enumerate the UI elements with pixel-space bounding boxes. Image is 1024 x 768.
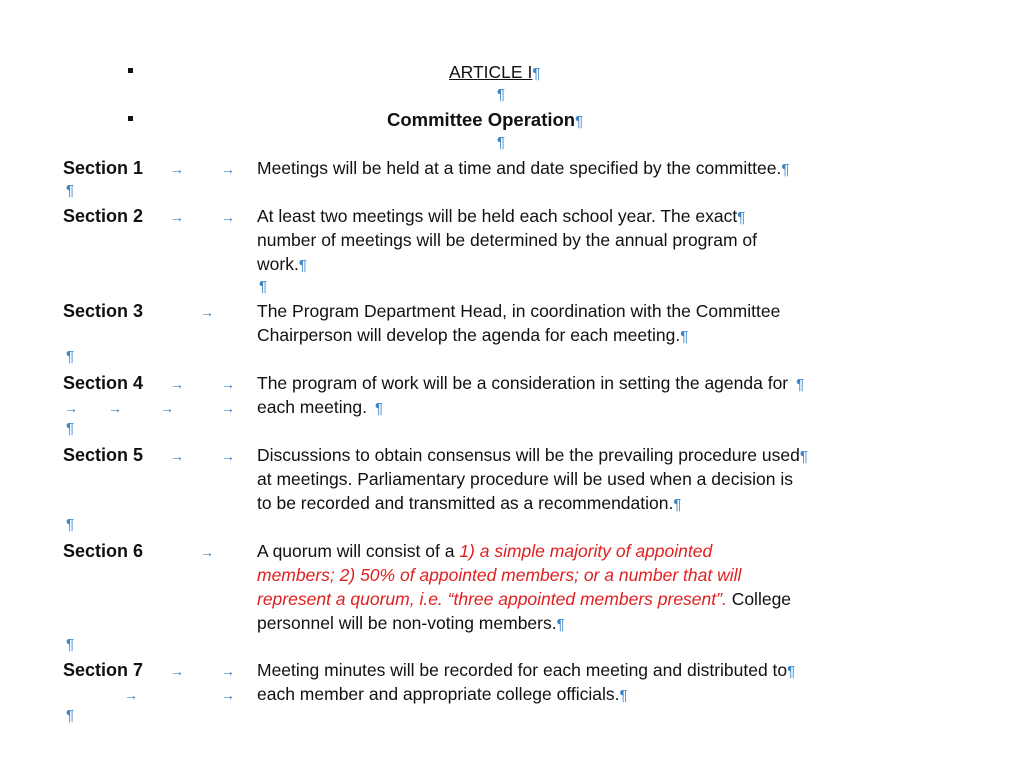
pilcrow-mark: ¶: [556, 616, 565, 633]
pilcrow-mark: ¶: [781, 161, 790, 178]
pilcrow-mark: ¶: [619, 687, 628, 704]
pilcrow-mark: ¶: [673, 496, 682, 513]
section-5-line-1: Discussions to obtain consensus will be the prevailing procedure used¶: [257, 445, 808, 465]
pilcrow-mark: ¶: [374, 400, 383, 417]
pilcrow-mark: ¶: [66, 182, 75, 199]
section-3-label: Section 3: [63, 301, 144, 321]
pilcrow-mark: ¶: [66, 420, 75, 437]
section-4-line-2: each meeting. ¶: [257, 397, 383, 417]
section-6-line-4: personnel will be non-voting members.¶: [257, 613, 565, 633]
tab-arrow-icon: →: [221, 400, 235, 416]
pilcrow-mark: ¶: [66, 516, 75, 533]
section-5-line-3: to be recorded and transmitted as a recommendation.¶: [257, 493, 682, 513]
pilcrow-mark: ¶: [497, 134, 506, 151]
section-7-line-1: Meeting minutes will be recorded for each meeting and distributed to¶: [257, 660, 796, 680]
tab-arrow-icon: →: [221, 161, 235, 177]
tab-arrow-icon: →: [108, 400, 122, 416]
section-6-line-2: members; 2) 50% of appointed members; or a number that will: [257, 565, 742, 585]
section-1-text: Meetings will be held at a time and date specified by the committee.¶: [257, 158, 790, 178]
article-title: ARTICLE I¶: [449, 62, 541, 82]
tab-arrow-icon: →: [160, 400, 174, 416]
pilcrow-mark: ¶: [575, 113, 584, 130]
tab-arrow-icon: →: [170, 209, 184, 225]
tab-arrow-icon: →: [64, 400, 78, 416]
section-4-label: Section 4: [63, 373, 144, 393]
pilcrow-mark: ¶: [737, 209, 746, 226]
bullet-marker: [128, 116, 133, 121]
pilcrow-mark: ¶: [298, 257, 307, 274]
tab-arrow-icon: →: [170, 663, 184, 679]
section-6-line-3: represent a quorum, i.e. “three appointed members present”. College: [257, 589, 792, 609]
pilcrow-mark: ¶: [787, 663, 796, 680]
tab-arrow-icon: →: [170, 376, 184, 392]
pilcrow-mark: ¶: [532, 65, 541, 82]
tab-arrow-icon: →: [221, 687, 235, 703]
tab-arrow-icon: →: [200, 304, 214, 320]
pilcrow-mark: ¶: [799, 448, 808, 465]
section-7-line-2: each member and appropriate college officials.¶: [257, 684, 628, 704]
pilcrow-mark: ¶: [66, 707, 75, 724]
tab-arrow-icon: →: [170, 161, 184, 177]
pilcrow-mark: ¶: [66, 348, 75, 365]
pilcrow-mark: ¶: [259, 278, 268, 295]
tab-arrow-icon: →: [221, 209, 235, 225]
tab-arrow-icon: →: [221, 663, 235, 679]
tab-arrow-icon: →: [200, 544, 214, 560]
section-4-line-1: The program of work will be a consideration in setting the agenda for ¶: [257, 373, 805, 393]
pilcrow-mark: ¶: [497, 86, 506, 103]
tab-arrow-icon: →: [124, 687, 138, 703]
pilcrow-mark: ¶: [66, 636, 75, 653]
section-2-line-2: number of meetings will be determined by the annual program of: [257, 230, 757, 250]
section-2-label: Section 2: [63, 206, 144, 226]
section-5-line-2: at meetings. Parliamentary procedure will be used when a decision is: [257, 469, 793, 489]
section-3-line-1: The Program Department Head, in coordination with the Committee: [257, 301, 781, 321]
section-5-label: Section 5: [63, 445, 144, 465]
section-6-line-1: A quorum will consist of a 1) a simple majority of appointed: [257, 541, 713, 561]
section-7-label: Section 7: [63, 660, 144, 680]
tab-arrow-icon: →: [170, 448, 184, 464]
tab-arrow-icon: →: [221, 376, 235, 392]
section-6-label: Section 6: [63, 541, 144, 561]
article-subtitle: Committee Operation¶: [387, 109, 584, 130]
pilcrow-mark: ¶: [796, 376, 805, 393]
section-2-line-1: At least two meetings will be held each school year. The exact¶: [257, 206, 746, 226]
section-3-line-2: Chairperson will develop the agenda for each meeting.¶: [257, 325, 689, 345]
tab-arrow-icon: →: [221, 448, 235, 464]
section-1-label: Section 1: [63, 158, 144, 178]
section-2-line-3: work.¶: [257, 254, 307, 274]
bullet-marker: [128, 68, 133, 73]
pilcrow-mark: ¶: [680, 328, 689, 345]
